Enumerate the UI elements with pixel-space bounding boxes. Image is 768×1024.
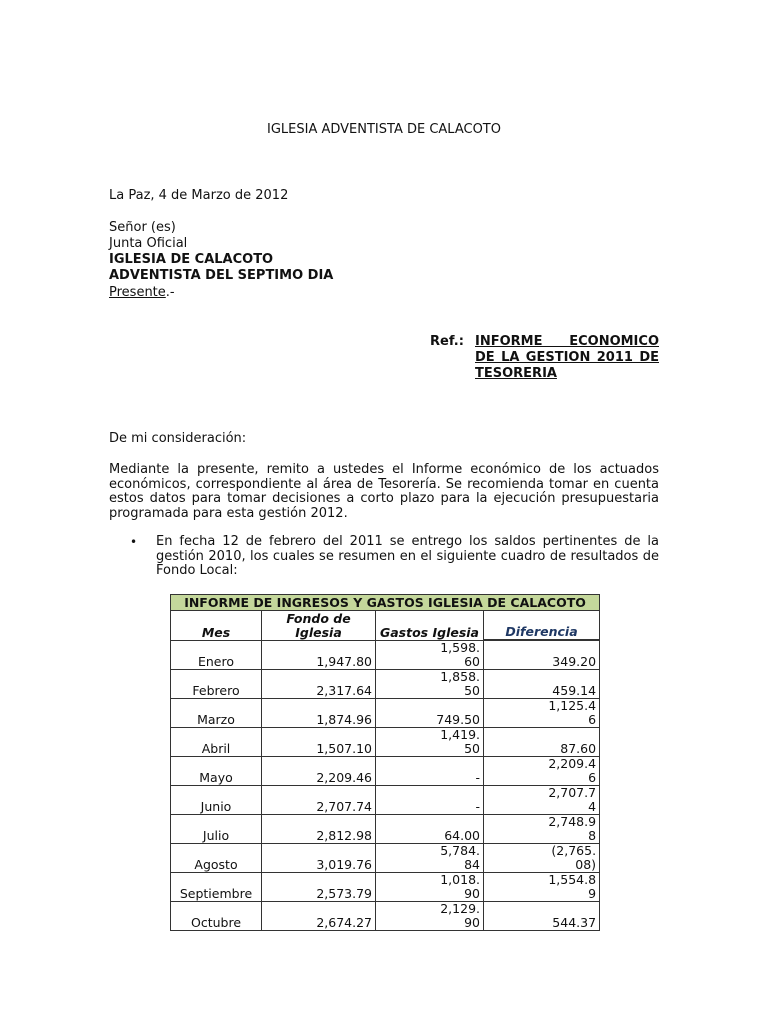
cell-diferencia-value: 459.14 — [552, 683, 597, 698]
cell-fondo — [262, 844, 376, 873]
cell-diferencia — [484, 699, 600, 728]
cell-mes — [171, 757, 262, 786]
cell-gastos — [376, 670, 484, 699]
cell-gastos-value: 749.50 — [436, 712, 480, 727]
cell-fondo — [262, 670, 376, 699]
cell-fondo-value: 2,674.27 — [316, 915, 372, 930]
cell-fondo-value: 2,812.98 — [316, 828, 372, 843]
cell-gastos-value: - — [475, 770, 480, 785]
cell-diferencia-value: 2,748.98 — [548, 814, 597, 843]
cell-mes — [171, 815, 262, 844]
cell-mes-value: Enero — [197, 654, 235, 669]
body-paragraph — [109, 463, 659, 521]
cell-mes — [171, 844, 262, 873]
cell-diferencia-value: 1,125.46 — [548, 698, 597, 727]
table-row — [171, 670, 600, 699]
table-row — [171, 873, 600, 902]
cell-mes-value: Septiembre — [179, 886, 253, 901]
bullet-paragraph — [156, 535, 659, 579]
ref-line-3: TESORERIA — [475, 366, 557, 381]
cell-gastos — [376, 815, 484, 844]
cell-diferencia — [484, 786, 600, 815]
ref-line-2: DE LA GESTION 2011 DE — [475, 350, 659, 365]
ref-subject — [475, 334, 659, 382]
cell-mes — [171, 728, 262, 757]
cell-diferencia-value: 2,209.46 — [548, 756, 597, 785]
header-gastos: Gastos Iglesia — [376, 611, 484, 641]
bullet-line-3: Fondo Local: — [156, 563, 238, 578]
greeting: De mi consideración: — [109, 431, 247, 446]
recipient-line-3: IGLESIA DE CALACOTO — [109, 252, 274, 267]
cell-diferencia — [484, 728, 600, 757]
cell-gastos — [376, 902, 484, 931]
cell-diferencia — [484, 873, 600, 902]
cell-fondo-value: 2,317.64 — [316, 683, 372, 698]
cell-gastos — [376, 728, 484, 757]
cell-fondo — [262, 873, 376, 902]
cell-fondo — [262, 757, 376, 786]
cell-diferencia-value: 349.20 — [552, 654, 597, 669]
cell-mes — [171, 670, 262, 699]
bullet-line-1: En fecha 12 de febrero del 2011 se entrego los saldos pertinentes de la — [156, 534, 659, 549]
cell-gastos — [376, 786, 484, 815]
cell-mes-value: Mayo — [199, 770, 233, 785]
recipient-line-2: Junta Oficial — [109, 236, 188, 251]
cell-mes-value: Abril — [201, 741, 231, 756]
cell-fondo-value: 3,019.76 — [316, 857, 372, 872]
cell-fondo-value: 1,507.10 — [316, 741, 372, 756]
presente-word: Presente — [109, 285, 166, 300]
cell-gastos — [376, 699, 484, 728]
cell-fondo-value: 1,947.80 — [316, 654, 372, 669]
bullet-icon: • — [130, 535, 138, 549]
ref-line-1: INFORME ECONOMICO — [475, 334, 659, 349]
cell-gastos-value: 1,419.50 — [440, 727, 480, 756]
cell-diferencia-value: (2,765.08) — [551, 843, 597, 872]
cell-fondo-value: 2,573.79 — [316, 886, 372, 901]
cell-mes-value: Junio — [200, 799, 232, 814]
letter-date: La Paz, 4 de Marzo de 2012 — [109, 188, 289, 203]
cell-gastos — [376, 640, 484, 670]
cell-fondo — [262, 786, 376, 815]
cell-fondo — [262, 640, 376, 670]
cell-mes-value: Julio — [202, 828, 230, 843]
cell-fondo — [262, 728, 376, 757]
table-row — [171, 640, 600, 670]
ref-label: Ref.: — [430, 334, 464, 349]
table-row — [171, 815, 600, 844]
cell-mes — [171, 786, 262, 815]
cell-mes-value: Febrero — [192, 683, 240, 698]
cell-gastos-value: 5,784.84 — [440, 843, 480, 872]
cell-gastos-value: 1,858.50 — [440, 669, 480, 698]
cell-mes — [171, 873, 262, 902]
table-row — [171, 757, 600, 786]
para-line-2: económicos, correspondiente al área de Tesorería. Se recomienda tomar en cuenta — [109, 476, 659, 492]
cell-fondo-value: 2,707.74 — [316, 799, 372, 814]
cell-mes-value: Marzo — [197, 712, 235, 727]
recipient-line-4: ADVENTISTA DEL SEPTIMO DIA — [109, 268, 334, 283]
income-expense-table — [170, 594, 600, 931]
para-line-1: Mediante la presente, remito a ustedes el Informe económico de los actuados — [109, 462, 659, 477]
cell-diferencia-value: 87.60 — [560, 741, 597, 756]
recipient-line-1: Señor (es) — [109, 220, 176, 235]
cell-mes-value: Octubre — [190, 915, 242, 930]
table-row — [171, 699, 600, 728]
cell-fondo — [262, 699, 376, 728]
cell-fondo-value: 1,874.96 — [316, 712, 372, 727]
bullet-line-2: gestión 2010, los cuales se resumen en el siguiente cuadro de resultados de — [156, 548, 659, 564]
table-title: INFORME DE INGRESOS Y GASTOS IGLESIA DE CALACOTO — [171, 595, 600, 611]
table-row — [171, 844, 600, 873]
cell-mes — [171, 902, 262, 931]
cell-gastos — [376, 844, 484, 873]
presente-suffix: .- — [165, 285, 175, 300]
cell-gastos-value: 1,598.60 — [440, 640, 480, 669]
cell-diferencia-value: 544.37 — [552, 915, 597, 930]
cell-fondo — [262, 902, 376, 931]
cell-diferencia — [484, 902, 600, 931]
cell-diferencia — [484, 640, 600, 670]
table-row — [171, 728, 600, 757]
cell-diferencia-value: 2,707.74 — [548, 785, 597, 814]
cell-gastos-value: 2,129.90 — [440, 901, 480, 930]
cell-diferencia — [484, 757, 600, 786]
cell-mes — [171, 699, 262, 728]
cell-diferencia-value: 1,554.89 — [548, 872, 597, 901]
header-fondo: Fondo de Iglesia — [262, 611, 376, 641]
para-line-4: programada para esta gestión 2012. — [109, 505, 348, 521]
table-header-row — [171, 611, 600, 641]
table-row — [171, 786, 600, 815]
cell-gastos — [376, 757, 484, 786]
cell-diferencia — [484, 670, 600, 699]
header-mes: Mes — [171, 611, 262, 641]
table-body — [171, 640, 600, 931]
cell-gastos-value: 1,018.90 — [440, 872, 480, 901]
cell-diferencia — [484, 844, 600, 873]
cell-gastos-value: 64.00 — [444, 828, 480, 843]
document-title: IGLESIA ADVENTISTA DE CALACOTO — [267, 122, 501, 137]
cell-gastos — [376, 873, 484, 902]
cell-fondo — [262, 815, 376, 844]
header-diferencia: Diferencia — [484, 611, 600, 641]
para-line-3: estos datos para tomar decisiones a corto plazo para la ejecución presupuestaria — [109, 491, 659, 506]
presente-line — [109, 285, 175, 301]
cell-diferencia — [484, 815, 600, 844]
cell-mes-value: Agosto — [194, 857, 238, 872]
cell-mes — [171, 640, 262, 670]
table-row — [171, 902, 600, 931]
cell-fondo-value: 2,209.46 — [316, 770, 372, 785]
cell-gastos-value: - — [475, 799, 480, 814]
